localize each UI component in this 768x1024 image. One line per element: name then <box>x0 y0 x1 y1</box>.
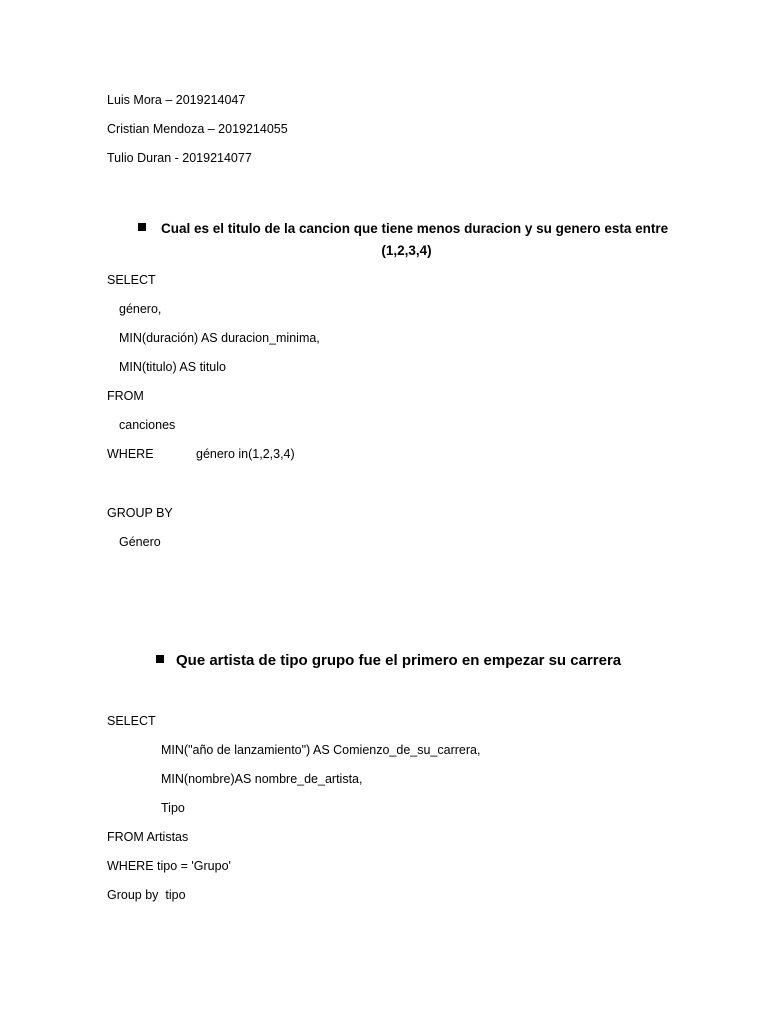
q1-select-column-2: MIN(duración) AS duracion_minima, <box>119 331 320 345</box>
question-1-heading <box>138 220 668 238</box>
q1-group-by-keyword: GROUP BY <box>107 506 173 520</box>
q1-where-keyword: WHERE <box>107 447 154 461</box>
q1-from-table: canciones <box>119 418 176 432</box>
q2-where-clause: WHERE tipo = 'Grupo' <box>107 859 231 873</box>
q2-select-column-1: MIN("año de lanzamiento") AS Comienzo_de_su_carrera, <box>161 743 481 757</box>
q2-select-keyword: SELECT <box>107 714 156 728</box>
square-bullet-icon <box>156 655 164 663</box>
square-bullet-icon <box>138 223 146 231</box>
q1-from-keyword: FROM <box>107 389 144 403</box>
q1-select-column-1: género, <box>119 302 162 316</box>
q1-group-by-column: Género <box>119 535 161 549</box>
author-line-1: Luis Mora – 2019214047 <box>107 93 246 107</box>
question-2-heading <box>156 651 621 671</box>
q1-where-condition: género in(1,2,3,4) <box>196 447 295 461</box>
author-line-3: Tulio Duran - 2019214077 <box>107 151 252 165</box>
q1-select-column-3: MIN(titulo) AS titulo <box>119 360 226 374</box>
question-1-title: Cual es el titulo de la cancion que tiene menos duracion y su genero esta entre <box>161 221 669 236</box>
q2-select-column-2: MIN(nombre)AS nombre_de_artista, <box>161 772 363 786</box>
question-1-title-continuation: (1,2,3,4) <box>381 243 432 258</box>
author-line-2: Cristian Mendoza – 2019214055 <box>107 122 288 136</box>
q2-from-clause: FROM Artistas <box>107 830 189 844</box>
q2-group-by-clause: Group by tipo <box>107 888 186 902</box>
q1-select-keyword: SELECT <box>107 273 156 287</box>
question-2-title: Que artista de tipo grupo fue el primero en empezar su carrera <box>176 652 622 669</box>
q2-select-column-3: Tipo <box>161 801 185 815</box>
